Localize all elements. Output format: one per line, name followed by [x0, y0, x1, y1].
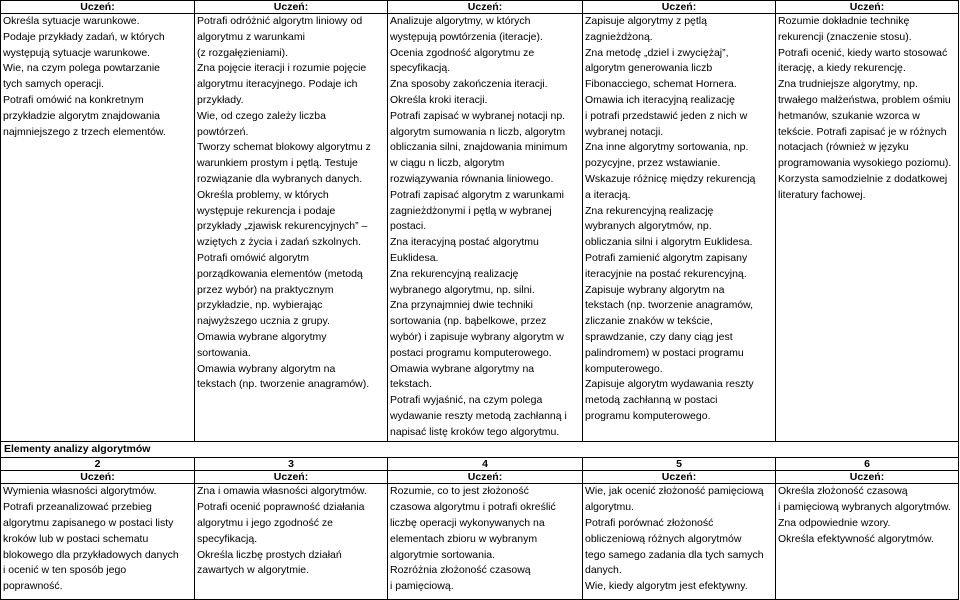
text-line: zagnieżdżonymi i pętlą w wybranej: [390, 204, 552, 217]
text-line: trwałego małżeństwa, problem ośmiu: [778, 93, 951, 106]
text-line: wybranego algorytmu, np. silni.: [390, 283, 535, 296]
text-line: Zna pojęcie iteracji i rozumie pojęcie: [197, 62, 367, 75]
text-line: najmniejszego z trzech elementów.: [3, 125, 166, 138]
text-line: wybranej notacji.: [585, 125, 664, 138]
header-cell: Uczeń:: [388, 471, 583, 484]
text-line: wydawanie reszty metodą zachłanną i: [390, 409, 567, 422]
grade-number: 2: [1, 458, 195, 471]
text-line: Tworzy schemat blokowy algorytmu z: [197, 141, 371, 154]
text-line: algorytmie sortowania.: [390, 548, 496, 561]
bottom-cell-grade-3: [195, 484, 388, 600]
text-line: Zna odpowiednie wzory.: [778, 516, 891, 529]
text-line: Określa problemy, w których: [197, 188, 329, 201]
text-line: i pamięciową wybranych algorytmów.: [778, 501, 951, 514]
text-line: iteracyjnie na postać rekurencyjną.: [585, 267, 747, 280]
text-line: algorytm generowania liczb: [585, 62, 713, 75]
text-line: specyfikacją.: [390, 62, 451, 75]
text-line: algorytmu i jego zgodność ze: [197, 516, 333, 529]
text-line: metodą zachłanną w postaci: [585, 394, 718, 407]
text-line: Określa złożoność czasową: [778, 485, 908, 498]
grade-number-row: [1, 458, 959, 471]
top-cell-grade-4: [388, 14, 583, 442]
section-title-row: [1, 441, 959, 458]
header-cell: Uczeń:: [776, 471, 959, 484]
text-line: blokowego dla przykładowych danych: [3, 548, 179, 561]
text-line: algorytmu zapisanego w postaci listy: [3, 516, 174, 529]
text-line: pozycyjne, przez wstawianie.: [585, 157, 721, 170]
text-line: elementach zbioru w wybranym: [390, 532, 538, 545]
section-title: Elementy analizy algorytmów: [1, 441, 959, 458]
text-line: Zna i omawia własności algorytmów.: [197, 485, 367, 498]
text-line: warunkiem prostym i pętlą. Testuje: [197, 157, 358, 170]
text-line: Analizuje algorytmy, w których: [390, 15, 531, 27]
text-line: Wskazuje różnicę między rekurencją: [585, 172, 756, 185]
text-line: Określa sytuacje warunkowe.: [3, 15, 140, 27]
text-line: Zapisuje algorytmy z pętlą: [585, 15, 707, 27]
text-line: występuje rekurencja i podaje: [197, 204, 336, 217]
text-line: Omawia ich iteracyjną realizację: [585, 93, 735, 106]
text-line: Zna metodę „dziel i zwyciężaj”,: [585, 46, 729, 59]
header-cell: Uczeń:: [1, 1, 195, 14]
text-line: i ocenić w ten sposób jego: [3, 564, 127, 577]
cell-lines: [585, 484, 773, 595]
header-row-bottom: [1, 471, 959, 484]
top-content-row: [1, 14, 959, 442]
text-line: tekście. Potrafi zapisać je w różnych: [778, 125, 947, 138]
top-cell-grade-2: [1, 14, 195, 442]
text-line: iterację, a kiedy rekurencję.: [778, 62, 906, 75]
text-line: rekurencji (znaczenie stosu).: [778, 30, 912, 43]
text-line: Ocenia zgodność algorytmu ze: [390, 46, 535, 59]
text-line: przykłady „zjawisk rekurencyjnych” –: [197, 220, 368, 233]
text-line: sprawdzanie, czy dany ciąg jest: [585, 330, 733, 343]
text-line: obliczania silni i algorytm Euklidesa.: [585, 236, 753, 249]
cell-lines: [197, 484, 385, 579]
header-cell: Uczeń:: [195, 1, 388, 14]
text-line: występują powtórzenia (iteracje).: [390, 30, 543, 43]
text-line: specyfikacją.: [197, 532, 258, 545]
cell-lines: [778, 484, 956, 547]
cell-lines: [585, 14, 773, 425]
text-line: przykładzie, np. wybierając: [197, 299, 323, 312]
text-line: czasowa algorytmu i potrafi określić: [390, 501, 556, 514]
text-line: a iteracją.: [585, 188, 631, 201]
grade-number: 3: [195, 458, 388, 471]
text-line: Omawia wybrany algorytm na: [197, 362, 336, 375]
text-line: algorytmu z warunkami: [197, 30, 305, 43]
header-cell: Uczeń:: [195, 471, 388, 484]
text-line: obliczania silni, znajdowania minimum: [390, 141, 568, 154]
text-line: Potrafi wyjaśnić, na czym polega: [390, 394, 543, 407]
grade-number: 6: [776, 458, 959, 471]
bottom-cell-grade-5: [583, 484, 776, 600]
text-line: Wie, kiedy algorytm jest efektywny.: [585, 580, 748, 593]
text-line: Potrafi zapisać algorytm z warunkami: [390, 188, 564, 201]
text-line: Potrafi ocenić poprawność działania: [197, 501, 365, 514]
text-line: postaci.: [390, 220, 427, 233]
header-cell: Uczeń:: [583, 471, 776, 484]
text-line: Określa efektywność algorytmów.: [778, 532, 934, 545]
text-line: Potrafi omówić algorytm: [197, 251, 310, 264]
text-line: występują sytuacje warunkowe.: [3, 46, 151, 59]
text-line: i potrafi przedstawić jeden z nich w: [585, 109, 748, 122]
cell-lines: [3, 484, 192, 595]
text-line: Fibonacciego, schemat Hornera.: [585, 78, 737, 91]
text-line: i pamięciową.: [390, 580, 454, 593]
text-line: rozwiązywania równania liniowego.: [390, 172, 554, 185]
text-line: Zna rekurencyjną realizację: [585, 204, 714, 217]
grade-number: 4: [388, 458, 583, 471]
header-cell: Uczeń:: [776, 1, 959, 14]
text-line: programu komputerowego.: [585, 409, 711, 422]
text-line: Zna inne algorytmy sortowania, np.: [585, 141, 749, 154]
text-line: palindromem) w postaci programu: [585, 346, 744, 359]
bottom-cell-grade-2: [1, 484, 195, 600]
text-line: zagnieżdżoną.: [585, 30, 653, 43]
header-cell: Uczeń:: [583, 1, 776, 14]
text-line: Podaje przykłady zadań, w których: [3, 30, 165, 43]
text-line: notacjach (również w języku: [778, 141, 909, 154]
text-line: Potrafi przeanalizować przebieg: [3, 501, 152, 514]
text-line: (z rozgałęzieniami).: [197, 46, 289, 59]
bottom-cell-grade-4: [388, 484, 583, 600]
text-line: najwyższego ucznia z grupy.: [197, 315, 330, 328]
text-line: wziętych z życia i zadań szkolnych.: [197, 236, 361, 249]
text-line: Określa liczbę prostych działań: [197, 548, 342, 561]
text-line: algorytmu.: [585, 501, 635, 514]
text-line: Rozróżnia złożoność czasową: [390, 564, 531, 577]
text-line: w ciągu n liczb, algorytm: [390, 157, 505, 170]
text-line: programowania wysokiego poziomu).: [778, 157, 952, 170]
text-line: zliczanie znaków w tekście,: [585, 315, 713, 328]
text-line: wybranych algorytmów, np.: [585, 220, 712, 233]
text-line: komputerowego.: [585, 362, 663, 375]
header-row-top: [1, 1, 959, 14]
text-line: Omawia wybrane algorytmy: [197, 330, 327, 343]
text-line: Zna iteracyjną postać algorytmu: [390, 236, 539, 249]
text-line: literatury fachowej.: [778, 188, 866, 201]
text-line: Zna rekurencyjną realizację: [390, 267, 519, 280]
text-line: obliczeniową różnych algorytmów: [585, 532, 742, 545]
text-line: tego samego zadania dla tych samych: [585, 548, 764, 561]
text-line: Potrafi odróżnić algorytm liniowy od: [197, 15, 363, 27]
text-line: tekstach (np. tworzenie anagramów).: [197, 378, 370, 391]
text-line: porządkowania elementów (metodą: [197, 267, 363, 280]
text-line: hetmanów, szukanie wzorca w: [778, 109, 920, 122]
text-line: tekstach.: [390, 378, 433, 391]
cell-lines: [197, 14, 385, 393]
text-line: Korzysta samodzielnie z dodatkowej: [778, 172, 948, 185]
text-line: zawartych w algorytmie.: [197, 564, 310, 577]
text-line: przez wybór) na praktycznym: [197, 283, 334, 296]
text-line: Wie, od czego zależy liczba: [197, 109, 326, 122]
text-line: Zna trudniejsze algorytmy, np.: [778, 78, 918, 91]
text-line: postaci programu komputerowego.: [390, 346, 552, 359]
text-line: wybór) i zapisuje wybrany algorytm w: [390, 330, 564, 343]
text-line: Potrafi zamienić algorytm zapisany: [585, 251, 748, 264]
cell-lines: [778, 14, 956, 204]
text-line: Potrafi zapisać w wybranej notacji np.: [390, 109, 566, 122]
text-line: Potrafi ocenić, kiedy warto stosować: [778, 46, 948, 59]
text-line: sortowania (np. bąbelkowe, przez: [390, 315, 547, 328]
text-line: Rozumie dokładnie technikę: [778, 15, 910, 27]
text-line: Wie, jak ocenić złożoność pamięciową: [585, 485, 764, 498]
text-line: powtórzeń.: [197, 125, 249, 138]
top-cell-grade-6: [776, 14, 959, 442]
text-line: Zapisuje wybrany algorytm na: [585, 283, 725, 296]
header-cell: Uczeń:: [1, 471, 195, 484]
text-line: napisać listę kroków tego algorytmu.: [390, 425, 560, 438]
text-line: kroków lub w postaci schematu: [3, 532, 149, 545]
text-line: Zapisuje algorytm wydawania reszty: [585, 378, 754, 391]
text-line: przykładzie algorytm znajdowania: [3, 109, 160, 122]
text-line: sortowania.: [197, 346, 251, 359]
text-line: Potrafi porównać złożoność: [585, 516, 714, 529]
text-line: Potrafi omówić na konkretnym: [3, 93, 144, 106]
text-line: Euklidesa.: [390, 251, 439, 264]
text-line: przykłady.: [197, 93, 244, 106]
text-line: algorytm sumowania n liczb, algorytm: [390, 125, 566, 138]
text-line: tekstach (np. tworzenie anagramów,: [585, 299, 754, 312]
text-line: Wymienia własności algorytmów.: [3, 485, 157, 498]
text-line: Wie, na czym polega powtarzanie: [3, 62, 160, 75]
text-line: algorytmu iteracyjnego. Podaje ich: [197, 78, 358, 91]
header-cell: Uczeń:: [388, 1, 583, 14]
text-line: liczbę operacji wykonywanych na: [390, 516, 545, 529]
text-line: Określa kroki iteracji.: [390, 93, 488, 106]
text-line: Zna przynajmniej dwie techniki: [390, 299, 533, 312]
bottom-content-row: [1, 484, 959, 600]
text-line: poprawność.: [3, 580, 63, 593]
top-cell-grade-3: [195, 14, 388, 442]
text-line: tych samych operacji.: [3, 78, 104, 91]
cell-lines: [3, 14, 192, 140]
text-line: Omawia wybrane algorytmy na: [390, 362, 535, 375]
text-line: rozwiązanie dla wybranych danych.: [197, 172, 363, 185]
bottom-cell-grade-6: [776, 484, 959, 600]
top-cell-grade-5: [583, 14, 776, 442]
cell-lines: [390, 14, 580, 441]
grade-number: 5: [583, 458, 776, 471]
text-line: Rozumie, co to jest złożoność: [390, 485, 529, 498]
cell-lines: [390, 484, 580, 595]
text-line: danych.: [585, 564, 622, 577]
text-line: Zna sposoby zakończenia iteracji.: [390, 78, 548, 91]
